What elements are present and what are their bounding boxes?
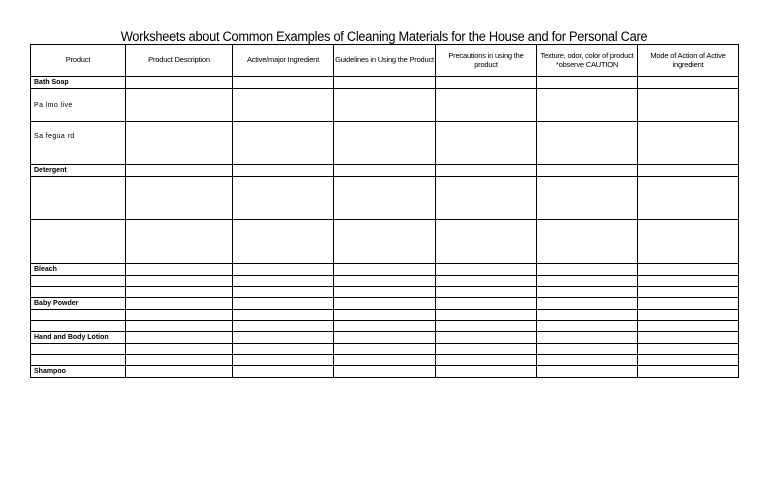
- table-cell[interactable]: [638, 89, 739, 122]
- table-cell[interactable]: [638, 298, 739, 310]
- header-precautions: Precautions in using the product: [436, 45, 537, 77]
- product-label: Bleach: [31, 264, 126, 276]
- table-cell[interactable]: [537, 165, 638, 177]
- table-row: [31, 310, 739, 321]
- header-texture-odor-color: Texture, odor, color of product *observe CAUTION: [537, 45, 638, 77]
- table-cell[interactable]: [436, 355, 537, 366]
- product-label: [31, 276, 126, 287]
- table-row: [31, 287, 739, 298]
- table-cell[interactable]: [126, 177, 233, 220]
- table-row: [31, 177, 739, 220]
- table-cell[interactable]: [638, 122, 739, 165]
- table-cell[interactable]: [436, 276, 537, 287]
- table-cell[interactable]: [126, 321, 233, 332]
- table-cell[interactable]: [233, 321, 334, 332]
- table-cell[interactable]: [638, 344, 739, 355]
- table-cell[interactable]: [233, 264, 334, 276]
- table-cell[interactable]: [436, 321, 537, 332]
- table-cell[interactable]: [537, 344, 638, 355]
- product-label: Hand and Body Lotion: [31, 332, 126, 344]
- worksheet-title: Worksheets about Common Examples of Cleaning Materials for the House and for Personal Care: [120, 29, 648, 44]
- table-cell[interactable]: [537, 366, 638, 378]
- product-label: Detergent: [31, 165, 126, 177]
- table-cell[interactable]: [126, 355, 233, 366]
- table-cell[interactable]: [638, 321, 739, 332]
- table-row: [31, 344, 739, 355]
- table-cell[interactable]: [334, 321, 436, 332]
- table-cell[interactable]: [233, 165, 334, 177]
- table-cell[interactable]: [537, 220, 638, 264]
- table-row: [31, 165, 739, 177]
- product-label: Baby Powder: [31, 298, 126, 310]
- table-cell[interactable]: [334, 177, 436, 220]
- table-cell[interactable]: [233, 298, 334, 310]
- table-row: [31, 321, 739, 332]
- header-guidelines: Guidelines in Using the Product: [334, 45, 436, 77]
- table-cell[interactable]: [638, 264, 739, 276]
- product-label: [31, 287, 126, 298]
- table-cell[interactable]: [126, 122, 233, 165]
- table-cell[interactable]: [233, 122, 334, 165]
- worksheet-table: [30, 44, 739, 378]
- table-cell[interactable]: [126, 89, 233, 122]
- table-cell[interactable]: [334, 287, 436, 298]
- table-cell[interactable]: [436, 89, 537, 122]
- table-cell[interactable]: [638, 287, 739, 298]
- header-row: [31, 45, 739, 77]
- table-cell[interactable]: [334, 366, 436, 378]
- table-cell[interactable]: [638, 332, 739, 344]
- table-cell[interactable]: [436, 344, 537, 355]
- product-label: [31, 177, 126, 220]
- table-row: [31, 332, 739, 344]
- table-row: [31, 355, 739, 366]
- table-cell[interactable]: [126, 264, 233, 276]
- table-cell[interactable]: [537, 355, 638, 366]
- table-row: [31, 220, 739, 264]
- table-cell[interactable]: [334, 122, 436, 165]
- table-row: [31, 366, 739, 378]
- table-cell[interactable]: [233, 287, 334, 298]
- table-cell[interactable]: [334, 332, 436, 344]
- table-cell[interactable]: [233, 332, 334, 344]
- table-row: [31, 276, 739, 287]
- product-label: [31, 355, 126, 366]
- table-cell[interactable]: [334, 276, 436, 287]
- table-cell[interactable]: [334, 264, 436, 276]
- table-cell[interactable]: [436, 287, 537, 298]
- product-label: [31, 344, 126, 355]
- table-cell[interactable]: [334, 310, 436, 321]
- table-cell[interactable]: [638, 165, 739, 177]
- table-cell[interactable]: [638, 355, 739, 366]
- table-cell[interactable]: [436, 298, 537, 310]
- header-mode-of-action: Mode of Action of Active ingredient: [638, 45, 739, 77]
- table-cell[interactable]: [537, 177, 638, 220]
- table-cell[interactable]: [638, 366, 739, 378]
- table-cell[interactable]: [233, 276, 334, 287]
- table-cell[interactable]: [537, 298, 638, 310]
- table-cell[interactable]: [638, 177, 739, 220]
- table-cell[interactable]: [126, 310, 233, 321]
- product-label: [31, 321, 126, 332]
- table-cell[interactable]: [537, 321, 638, 332]
- header-product-description: Product Description: [126, 45, 233, 77]
- table-cell[interactable]: [126, 332, 233, 344]
- table-cell[interactable]: [436, 366, 537, 378]
- product-label: Bath Soap: [31, 77, 126, 89]
- table-cell[interactable]: [436, 165, 537, 177]
- product-label: Pa lmo live: [31, 89, 126, 122]
- product-label: [31, 220, 126, 264]
- table-cell[interactable]: [537, 264, 638, 276]
- product-label: Shampoo: [31, 366, 126, 378]
- table-cell[interactable]: [126, 220, 233, 264]
- table-cell[interactable]: [638, 310, 739, 321]
- table-cell[interactable]: [436, 177, 537, 220]
- table-cell[interactable]: [334, 355, 436, 366]
- table-cell[interactable]: [126, 298, 233, 310]
- table-cell[interactable]: [334, 165, 436, 177]
- table-cell[interactable]: [126, 366, 233, 378]
- table-cell[interactable]: [436, 310, 537, 321]
- table-row: [31, 264, 739, 276]
- table-cell[interactable]: [436, 220, 537, 264]
- table-cell[interactable]: [334, 298, 436, 310]
- table-cell[interactable]: [334, 89, 436, 122]
- header-active-ingredient: Active/major Ingredient: [233, 45, 334, 77]
- table-cell[interactable]: [334, 220, 436, 264]
- table-cell[interactable]: [436, 264, 537, 276]
- table-cell[interactable]: [436, 122, 537, 165]
- table-cell[interactable]: [638, 77, 739, 89]
- table-cell[interactable]: [126, 287, 233, 298]
- table-cell[interactable]: [638, 276, 739, 287]
- table-cell[interactable]: [126, 344, 233, 355]
- table-cell[interactable]: [233, 355, 334, 366]
- table-cell[interactable]: [233, 89, 334, 122]
- table-cell[interactable]: [537, 122, 638, 165]
- table-cell[interactable]: [334, 344, 436, 355]
- table-cell[interactable]: [126, 77, 233, 89]
- table-cell[interactable]: [233, 366, 334, 378]
- table-row: [31, 122, 739, 165]
- table-cell[interactable]: [537, 310, 638, 321]
- table-cell[interactable]: [638, 220, 739, 264]
- header-product: Product: [31, 45, 126, 77]
- product-label: Sa fegua rd: [31, 122, 126, 165]
- table-cell[interactable]: [537, 287, 638, 298]
- product-label: [31, 310, 126, 321]
- table-cell[interactable]: [436, 332, 537, 344]
- table-cell[interactable]: [233, 344, 334, 355]
- table-cell[interactable]: [436, 77, 537, 89]
- table-cell[interactable]: [537, 77, 638, 89]
- table-cell[interactable]: [334, 77, 436, 89]
- table-cell[interactable]: [537, 276, 638, 287]
- table-cell[interactable]: [233, 77, 334, 89]
- table-cell[interactable]: [537, 89, 638, 122]
- table-row: [31, 298, 739, 310]
- table-row: [31, 89, 739, 122]
- table-row: [31, 77, 739, 89]
- table-cell[interactable]: [126, 276, 233, 287]
- table-cell[interactable]: [233, 220, 334, 264]
- table-cell[interactable]: [233, 310, 334, 321]
- table-cell[interactable]: [537, 332, 638, 344]
- table-cell[interactable]: [126, 165, 233, 177]
- table-cell[interactable]: [233, 177, 334, 220]
